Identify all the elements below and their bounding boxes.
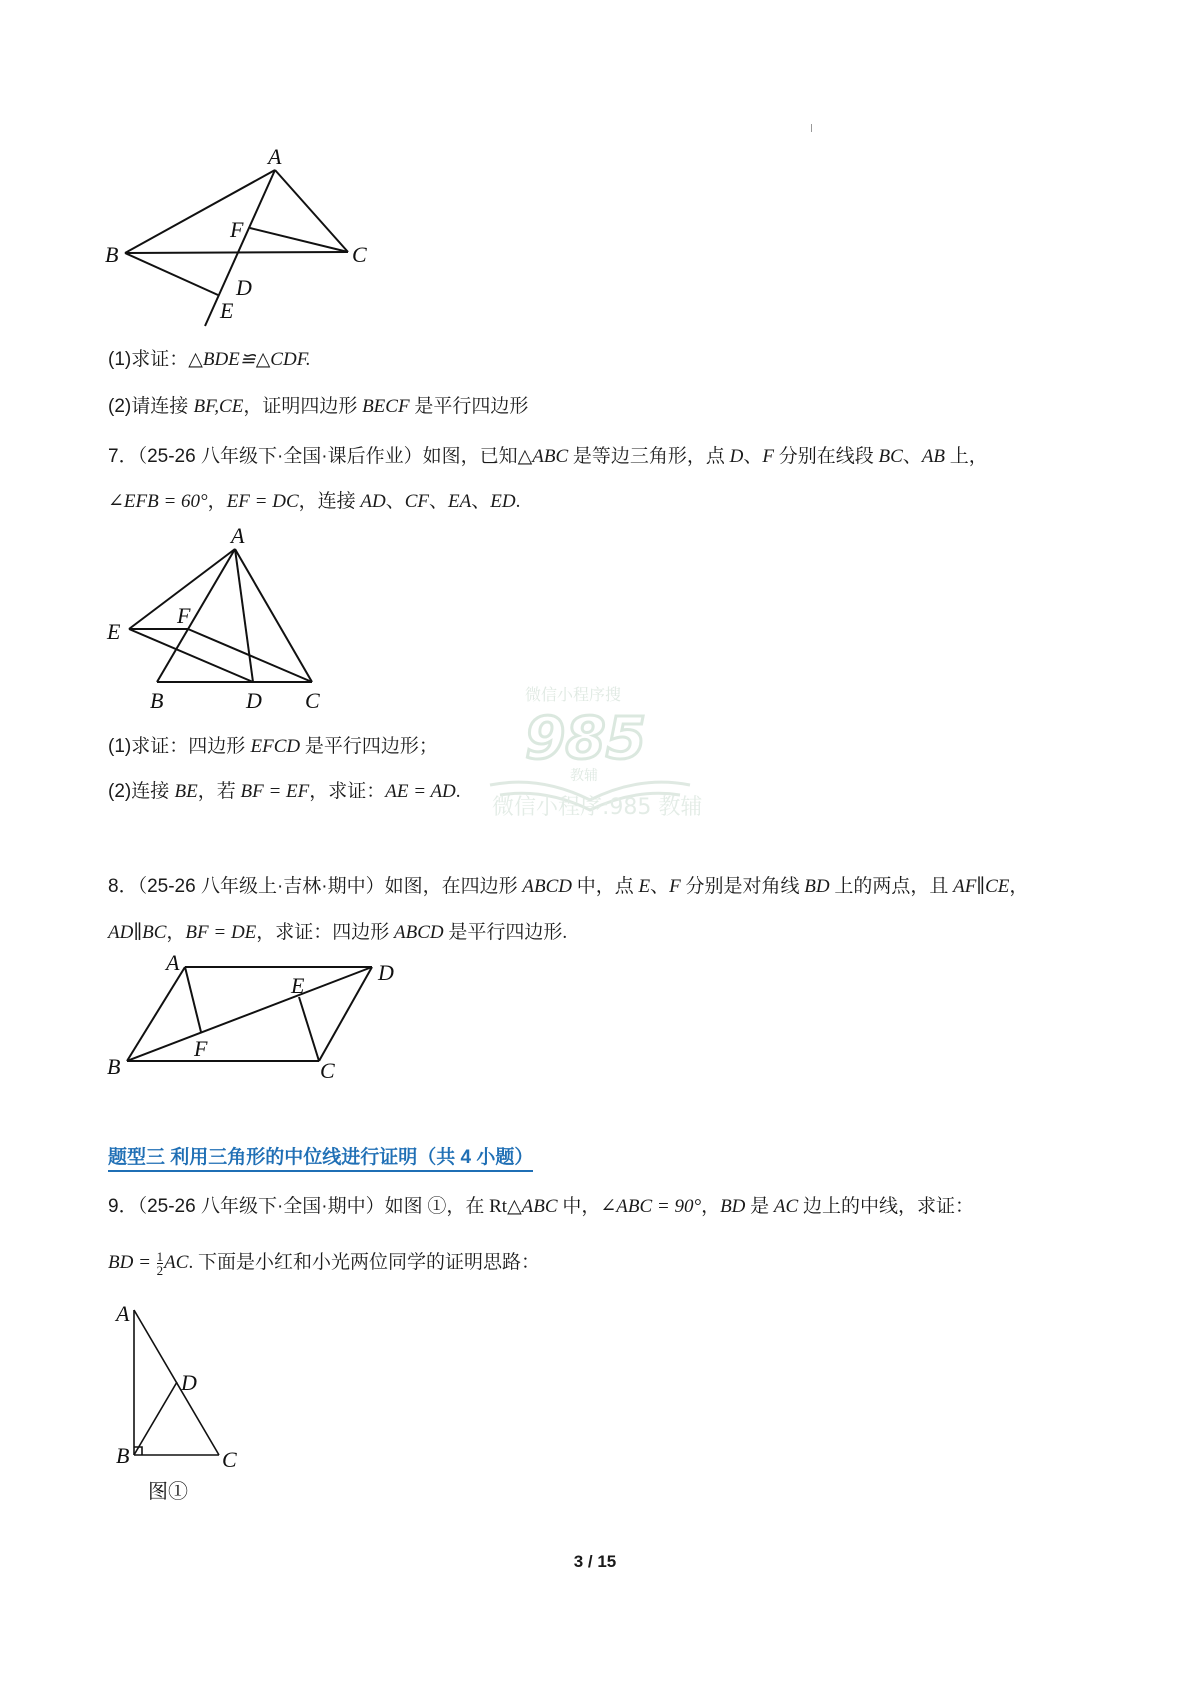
svg-text:微信小程序搜: 微信小程序搜: [525, 685, 622, 704]
label-e: E: [220, 298, 234, 323]
label-c: C: [305, 688, 320, 713]
problem6-q1: (1)求证：△BDE≌△CDF.: [108, 349, 311, 370]
section-heading[interactable]: 题型三 利用三角形的中位线进行证明（共 4 小题）: [108, 1142, 533, 1172]
label-f: F: [230, 217, 244, 242]
label-b: B: [150, 688, 164, 713]
label-d: D: [246, 688, 262, 713]
label-f: F: [194, 1036, 208, 1061]
label-b: B: [107, 1054, 121, 1079]
label-a: A: [116, 1301, 130, 1326]
label-e: E: [291, 973, 305, 998]
problem7-line1: 7．（25-26 八年级下·全国·课后作业）如图，已知△ABC 是等边三角形，点 D、F 分别在线段 BC、AB 上，: [108, 446, 988, 467]
svg-text:985: 985: [525, 704, 647, 772]
label-e: E: [107, 619, 121, 644]
problem6-figure: [100, 140, 380, 335]
problem8-figure: [100, 950, 420, 1085]
problem7-q2: (2)连接 BE，若 BF = EF，求证：AE = AD.: [108, 781, 461, 802]
problem8-line1: 8．（25-26 八年级上·吉林·期中）如图，在四边形 ABCD 中，点 E、F 分别是对角线 BD 上的两点，且 AF∥CE，: [108, 876, 1029, 897]
figure-caption: 图①: [148, 1481, 188, 1503]
page-number: 3 / 15: [573, 1552, 617, 1571]
label-b: B: [116, 1443, 130, 1468]
label-c: C: [222, 1447, 237, 1472]
label-d: D: [181, 1370, 197, 1395]
label-d: D: [236, 275, 252, 300]
problem7-line2: ∠EFB = 60°，EF = DC，连接 AD、CF、EA、ED.: [108, 491, 521, 512]
problem7-figure: [100, 525, 340, 725]
problem9-figure: [100, 1300, 270, 1525]
watermark-text: 微信小程序:985 教辅: [492, 795, 703, 820]
label-a: A: [166, 950, 180, 975]
label-c: C: [352, 242, 367, 267]
problem9-line2: BD = $\frac{1}{2}$ AC. 下面是小红和小光两位同学的证明思路：: [108, 1249, 540, 1278]
problem8-line2: AD∥BC，BF = DE，求证：四边形 ABCD 是平行四边形.: [108, 922, 568, 943]
label-b: B: [105, 242, 119, 267]
stray-mark: [811, 124, 812, 132]
fraction: $\frac{1}{2}$: [156, 1249, 164, 1278]
label-a: A: [231, 525, 245, 548]
label-c: C: [320, 1058, 335, 1080]
problem7-q1: (1)求证：四边形 EFCD 是平行四边形；: [108, 736, 438, 757]
label-a: A: [268, 144, 282, 169]
problem6-q2: (2)请连接 BF,CE，证明四边形 BECF 是平行四边形: [108, 396, 529, 417]
label-f: F: [177, 603, 191, 628]
label-d: D: [378, 960, 394, 985]
problem9-line1: 9．（25-26 八年级下·全国·期中）如图 ①，在 Rt△ABC 中，∠ABC = 90°，BD 是 AC 边上的中线，求证：: [108, 1196, 974, 1217]
svg-text:教辅: 教辅: [570, 768, 598, 784]
